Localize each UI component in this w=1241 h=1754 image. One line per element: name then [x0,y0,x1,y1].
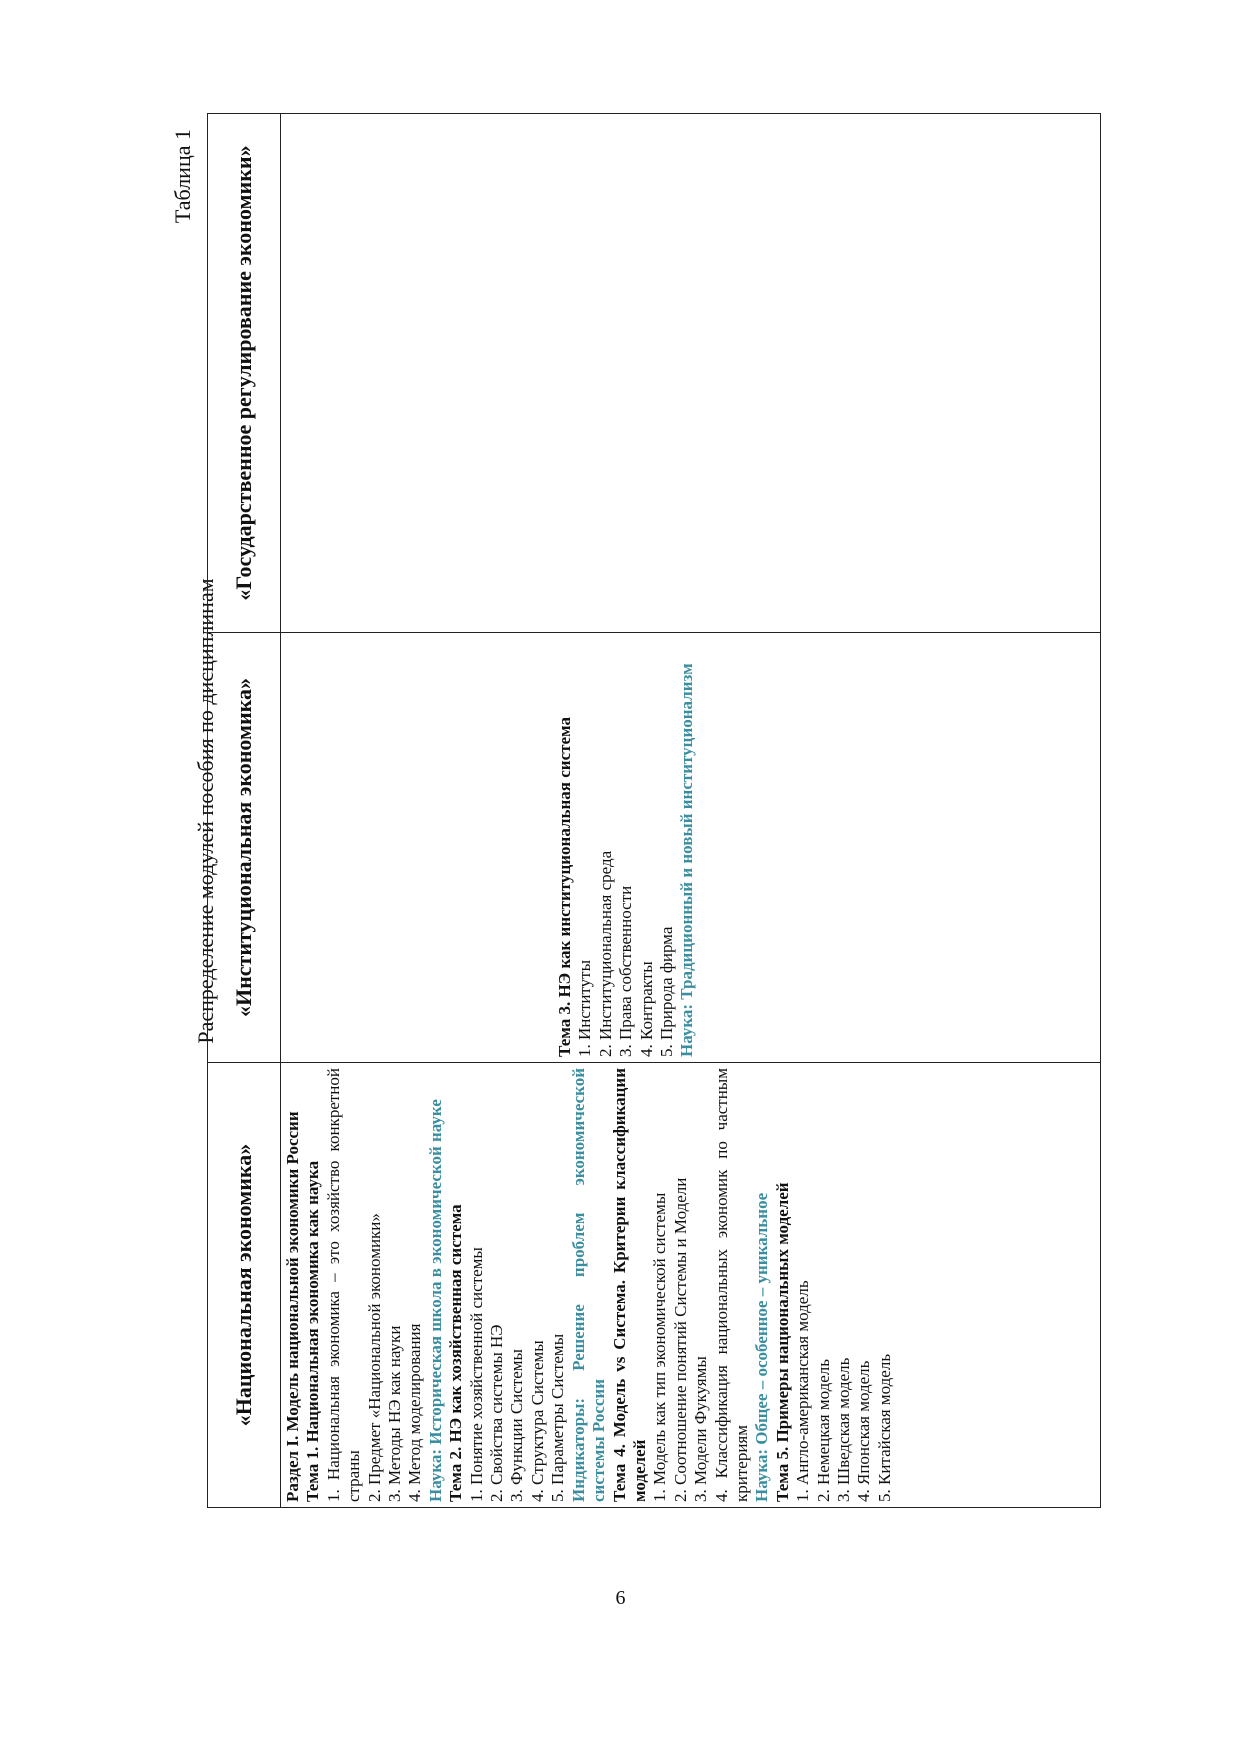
cell-institutional-economy [281,633,1101,1063]
topic4-item: 1. Модель как тип экономической системы [650,1192,670,1502]
topic2-item: 5. Параметры Системы [548,1333,568,1502]
rotated-page-content [170,114,1220,1508]
topic4-item: 3. Модели Фукуямы [691,1356,711,1502]
distribution-table [207,113,1101,1508]
topic5-item: 3. Шведская модель [833,1357,853,1502]
topic2-item: 2. Свойства системы НЭ [487,1324,507,1502]
cell-national-economy [281,1063,1101,1508]
topic3-science: Наука: Традиционный и новый институционализм [677,663,697,1057]
header-national-economy: «Национальная экономика» [208,1063,281,1508]
topic3-item: 5. Природа фирма [657,926,677,1057]
header-institutional-economy: «Институциональная экономика» [208,633,281,1063]
topic2-item: 3. Функции Системы [507,1349,527,1502]
table-header-row [208,114,281,1508]
topic3-title: Тема 3. НЭ как институциональная система [555,717,574,1057]
table-label: Таблица 1 [170,129,195,224]
table-body-row [281,114,1101,1508]
topic3-item: 1. Институты [575,959,595,1057]
topic3-item: 3. Права собственности [616,885,636,1057]
topic5-item: 4. Японская модель [854,1360,874,1502]
topic1-science: Наука: Историческая школа в экономической науке [425,1099,445,1502]
topic5-title: Тема 5. Примеры национальных моделей [772,1182,792,1502]
topic2-item: 1. Понятие хозяйственной системы [466,1247,486,1502]
topic4-science: Наука: Общее – особенное – уникальное [752,1192,772,1502]
topic4-title: Тема 4. Модель vs Система. Критерии классификации моделей [609,1068,649,1502]
topic1-item: 3. Методы НЭ как науки [385,1325,405,1502]
topic3-item: 2. Институциональная среда [595,850,615,1057]
page-number: 6 [615,1587,626,1609]
table-caption: Распределение модулей пособия по дисциплинам [193,578,218,1044]
topic5-item: 2. Немецкая модель [813,1358,833,1502]
topic5-item: 1. Англо-американская модель [793,1280,813,1502]
section-title: Раздел I. Модель национальной экономики России [283,1111,302,1502]
topic1-item: 4. Метод моделирования [405,1323,425,1502]
topic2-indicators: Индикаторы: Решение проблем экономической системы России [568,1068,609,1502]
topic5-item: 5. Китайская модель [874,1353,894,1502]
topic1-item: 2. Предмет «Национальной экономики» [364,1213,384,1502]
header-state-regulation: «Государственное регулирование экономики» [208,114,281,633]
topic2-item: 4. Структура Системы [527,1340,547,1502]
cell-state-regulation [281,114,1101,633]
topic1-item: 1. Национальная экономика – это хозяйство конкретной страны [323,1068,364,1502]
cell-spacer [283,638,555,1057]
topic2-title: Тема 2. НЭ как хозяйственная система [446,1204,466,1502]
topic3-item: 4. Контракты [636,961,656,1057]
topic4-item: 2. Соотношение понятий Системы и Модели [670,1177,690,1502]
topic4-item: 4. Классификация национальных экономик по частным критериям [711,1068,751,1502]
topic1-title: Тема 1. Национальная экономика как наука [303,1160,323,1502]
